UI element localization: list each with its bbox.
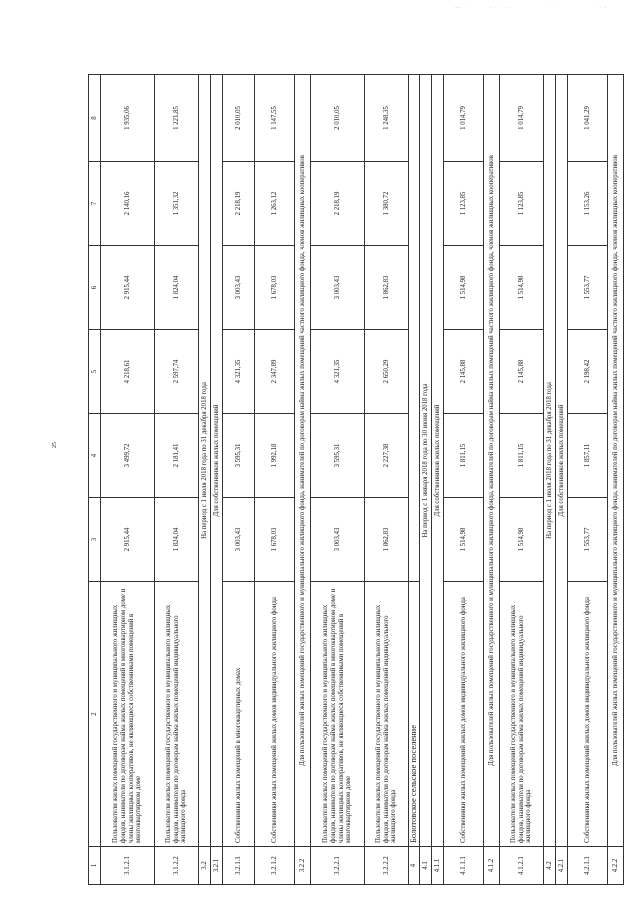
row-description: Пользователи жилых помещений государственного и муниципального жилищных фондов, наниматели по договорам найма жилых помещений индивидуального жилищного фонда <box>365 582 409 847</box>
tariff-value: 4 321,35 <box>311 330 365 414</box>
row-code: 3.2 <box>199 847 211 885</box>
table-row <box>255 75 295 885</box>
table-row <box>432 75 444 885</box>
period-caption: На период с 1 января 2018 года по 30 июня 2018 года <box>420 75 432 847</box>
tariff-value: 1 123,85 <box>444 162 484 246</box>
tariff-value: 1 678,03 <box>255 246 295 330</box>
row-code: 4.1.1 <box>432 847 444 885</box>
row-code: 4.1.2 <box>484 847 500 885</box>
tariff-value: 3 595,31 <box>311 414 365 498</box>
column-number-8: 8 <box>89 75 101 162</box>
tariff-value: 2 218,19 <box>311 162 365 246</box>
table-row <box>101 75 155 885</box>
tariff-value: 1 811,15 <box>500 414 544 498</box>
tariff-value: 4 218,61 <box>101 330 155 414</box>
period-caption: Для собственников жилых помещений <box>211 75 223 847</box>
table-row <box>568 75 608 885</box>
row-code: 3.2.2 <box>295 847 311 885</box>
row-code: 4.2.1 <box>556 847 568 885</box>
row-description: Собственники жилых помещений жилых домов индивидуального жилищного фонда <box>444 582 484 847</box>
tariff-value: 1 263,12 <box>255 162 295 246</box>
tariff-value: 2 347,89 <box>255 330 295 414</box>
table-row <box>556 75 568 885</box>
tariff-value: 2 227,38 <box>365 414 409 498</box>
tariff-value: 1 811,15 <box>444 414 484 498</box>
tariff-value: 1 824,04 <box>155 498 199 582</box>
row-description: Пользователи жилых помещений государственного и муниципального жилищных фондов, наниматели по договорам найма жилых помещений индивидуального жилищного фонда <box>500 582 544 847</box>
tariff-value: 1 935,06 <box>101 75 155 162</box>
tariff-value: 2 010,05 <box>223 75 255 162</box>
tariff-value: 2 218,19 <box>223 162 255 246</box>
table-row <box>365 75 409 885</box>
table-row <box>444 75 484 885</box>
tariff-value: 1 514,98 <box>500 246 544 330</box>
corner-mark: · · · <box>595 6 608 11</box>
tariff-value: 1 862,83 <box>365 498 409 582</box>
period-caption: На период с 1 июля 2018 года по 31 декабря 2018 года <box>544 75 556 847</box>
tariff-value: 3 595,31 <box>223 414 255 498</box>
tariff-value: 3 003,43 <box>311 498 365 582</box>
column-number-1: 1 <box>89 847 101 885</box>
tariff-value: 4 321,35 <box>223 330 255 414</box>
settlement-heading: Болотовское сельское поселение <box>409 582 420 847</box>
tariff-value: 2 140,16 <box>101 162 155 246</box>
tariff-value: 1 041,29 <box>568 75 608 162</box>
tariff-value: 1 123,85 <box>500 162 544 246</box>
tariff-value: 1 514,98 <box>500 498 544 582</box>
column-number-6: 6 <box>89 246 101 330</box>
rotated-page <box>88 75 619 885</box>
tariff-value: 2 915,44 <box>101 246 155 330</box>
table-row <box>500 75 544 885</box>
tariff-value: 1 514,98 <box>444 246 484 330</box>
table-row <box>199 75 211 885</box>
tariff-value: 3 003,43 <box>223 246 255 330</box>
column-number-row <box>89 75 101 885</box>
row-description: Собственники жилых помещений в многоквартирных домах <box>223 582 255 847</box>
tariff-value: 1 678,03 <box>255 498 295 582</box>
table-row <box>295 75 311 885</box>
row-code: 3.2.2.1 <box>311 847 365 885</box>
tariff-value: 1 248,35 <box>365 75 409 162</box>
tariff-table <box>88 74 624 885</box>
tariff-value: 1 351,32 <box>155 162 199 246</box>
column-number-7: 7 <box>89 162 101 246</box>
page-number: 25 <box>52 442 58 448</box>
tariff-value: 2 010,05 <box>311 75 365 162</box>
row-code: 3.2.1.2 <box>255 847 295 885</box>
column-number-4: 4 <box>89 414 101 498</box>
table-row <box>311 75 365 885</box>
row-code: 4.2.1.1 <box>568 847 608 885</box>
row-code: 4.1 <box>420 847 432 885</box>
tariff-value: 1 147,55 <box>255 75 295 162</box>
row-code: 3.2.1 <box>211 847 223 885</box>
tariff-value: 2 915,44 <box>101 498 155 582</box>
period-caption: Для пользователей жилых помещений государственного и муниципального жилищного фонда, нанимателей по договорам найма жилых помещений частного жилищного фонда, членов жилищных кооперативов <box>295 75 311 847</box>
table-body <box>101 75 624 885</box>
corner-mark: — · <box>455 6 466 11</box>
period-caption: Для пользователей жилых помещений государственного и муниципального жилищного фонда, нанимателей по договорам найма жилых помещений частного жилищного фонда, членов жилищных кооперативов <box>608 75 624 847</box>
tariff-value: 2 597,74 <box>155 330 199 414</box>
period-caption: Для пользователей жилых помещений государственного и муниципального жилищного фонда, нанимателей по договорам найма жилых помещений частного жилищного фонда, членов жилищных кооперативов <box>484 75 500 847</box>
column-number-2: 2 <box>89 582 101 847</box>
row-description: Пользователи жилых помещений государственного и муниципального жилищных фондов, наниматели по договорам найма жилых помещений в многоквартирном доме и члены жилищных кооперативов, не являющиеся собственниками помещений в многоквартирном доме <box>101 582 155 847</box>
row-code: 4.2 <box>544 847 556 885</box>
row-code: 4.1.1.1 <box>444 847 484 885</box>
tariff-value: 1 553,77 <box>568 246 608 330</box>
period-caption: Для собственников жилых помещений <box>556 75 568 847</box>
row-code: 3.2.1.1 <box>223 847 255 885</box>
tariff-value: 2 145,88 <box>444 330 484 414</box>
corner-mark: · · <box>548 6 556 11</box>
tariff-value: 1 221,85 <box>155 75 199 162</box>
tariff-value: 1 553,77 <box>568 498 608 582</box>
corner-mark: · · · · · <box>490 6 513 11</box>
tariff-value: 1 857,11 <box>568 414 608 498</box>
tariff-value: 2 145,88 <box>500 330 544 414</box>
row-description: Пользователи жилых помещений государственного и муниципального жилищных фондов, наниматели по договорам найма жилых помещений в многоквартирном доме и члены жилищных кооперативов, не являющиеся собственниками помещений в многоквартирном доме <box>311 582 365 847</box>
tariff-value: 1 153,26 <box>568 162 608 246</box>
table-row <box>484 75 500 885</box>
row-code: 4.1.2.1 <box>500 847 544 885</box>
tariff-value: 1 862,83 <box>365 246 409 330</box>
row-code: 4.2.2 <box>608 847 624 885</box>
table-row <box>420 75 432 885</box>
row-description: Собственники жилых помещений жилых домов индивидуального жилищного фонда <box>568 582 608 847</box>
tariff-value: 2 198,42 <box>568 330 608 414</box>
table-row <box>211 75 223 885</box>
tariff-value: 1 992,18 <box>255 414 295 498</box>
table-row <box>223 75 255 885</box>
row-code: 3.1.2.2 <box>155 847 199 885</box>
tariff-value: 1 380,72 <box>365 162 409 246</box>
row-code: 4 <box>409 847 420 885</box>
column-number-3: 3 <box>89 498 101 582</box>
tariff-value: 3 499,72 <box>101 414 155 498</box>
column-number-5: 5 <box>89 330 101 414</box>
tariff-value: 2 181,41 <box>155 414 199 498</box>
tariff-value: 2 650,29 <box>365 330 409 414</box>
table-row <box>409 75 420 885</box>
row-code: 3.1.2.1 <box>101 847 155 885</box>
tariff-value: 3 003,43 <box>311 246 365 330</box>
table-row <box>544 75 556 885</box>
table-row <box>155 75 199 885</box>
tariff-value: 1 014,79 <box>500 75 544 162</box>
tariff-value: 1 824,04 <box>155 246 199 330</box>
empty-cell <box>409 75 420 582</box>
tariff-value: 3 003,43 <box>223 498 255 582</box>
tariff-value: 1 514,98 <box>444 498 484 582</box>
tariff-value: 1 014,79 <box>444 75 484 162</box>
table-row <box>608 75 624 885</box>
period-caption: На период с 1 июля 2018 года по 31 декабря 2018 года <box>199 75 211 847</box>
row-description: Собственники жилых помещений жилых домов индивидуального жилищного фонда <box>255 582 295 847</box>
row-description: Пользователи жилых помещений государственного и муниципального жилищных фондов, наниматели по договорам найма жилых помещений индивидуального жилищного фонда <box>155 582 199 847</box>
row-code: 3.2.2.2 <box>365 847 409 885</box>
period-caption: Для собственников жилых помещений <box>432 75 444 847</box>
